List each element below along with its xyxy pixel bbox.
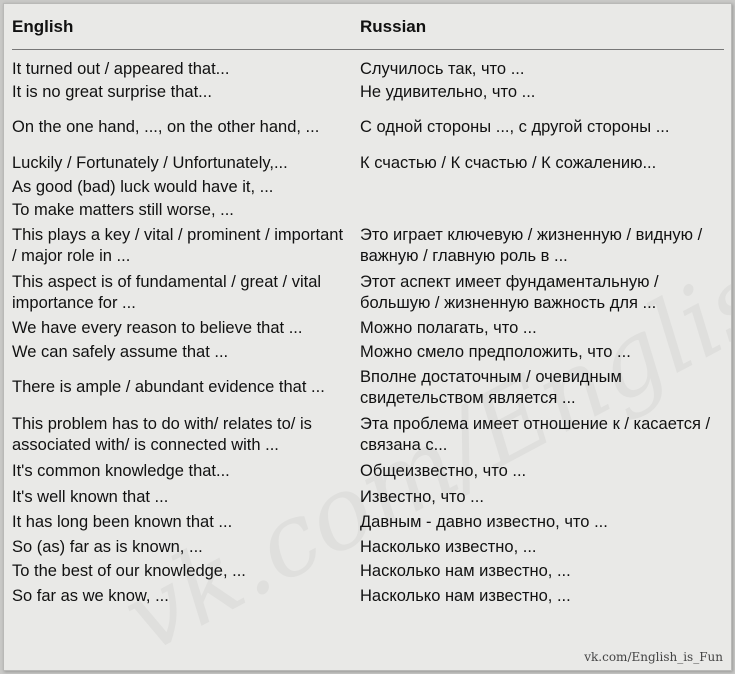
- source-credit: vk.com/English_is_Fun: [584, 650, 723, 664]
- russian-phrase: Давным - давно известно, что ...: [360, 513, 608, 532]
- russian-phrase: Эта проблема имеет отношение к / касается / связана с...: [360, 414, 711, 454]
- english-phrase: So far as we know, ...: [12, 586, 169, 605]
- russian-phrase: Это играет ключевую / жизненную / видную / важную / главную роль в ...: [360, 225, 703, 265]
- english-phrase: To make matters still worse, ...: [12, 201, 234, 220]
- russian-phrase: С одной стороны ..., с другой стороны ...: [360, 118, 670, 137]
- russian-phrase: Можно смело предположить, что ...: [360, 343, 631, 362]
- english-phrase: So (as) far as is known, ...: [12, 537, 203, 556]
- english-phrase: We can safely assume that ...: [12, 343, 229, 362]
- russian-phrase: [360, 176, 720, 199]
- russian-phrase: Известно, что ...: [360, 487, 484, 506]
- table-row: [4, 222, 731, 269]
- english-phrase: It has long been known that ...: [12, 513, 233, 532]
- table-row: [4, 535, 731, 559]
- header-divider: [12, 49, 724, 50]
- phrase-table: [3, 3, 732, 671]
- russian-phrase: Насколько известно, ...: [360, 537, 537, 556]
- table-row: [4, 58, 731, 81]
- russian-phrase: К счастью / К счастью / К сожалению...: [360, 154, 657, 173]
- russian-phrase: Общеизвестно, что ...: [360, 461, 527, 480]
- russian-phrase: Насколько нам известно, ...: [360, 562, 571, 581]
- russian-phrase: Не удивительно, что ...: [360, 83, 536, 102]
- english-phrase: We have every reason to believe that ...: [12, 319, 303, 338]
- english-phrase: It's well known that ...: [12, 487, 169, 506]
- header-russian: Russian: [360, 17, 427, 36]
- header-english: English: [12, 17, 74, 36]
- table-row: [4, 269, 731, 316]
- russian-phrase: Насколько нам известно, ...: [360, 586, 571, 605]
- russian-phrase: [360, 199, 720, 222]
- table-row: [4, 559, 731, 584]
- russian-phrase: Можно полагать, что ...: [360, 319, 537, 338]
- table-row: [4, 484, 731, 510]
- table-row: [4, 341, 731, 364]
- english-phrase: There is ample / abundant evidence that ...: [12, 378, 325, 397]
- table-row: [4, 151, 731, 176]
- table-row: [4, 104, 731, 151]
- english-phrase: This aspect is of fundamental / great / vital importance for ...: [12, 272, 322, 312]
- table-row: [4, 510, 731, 535]
- english-phrase: As good (bad) luck would have it, ...: [12, 178, 274, 197]
- russian-phrase: Случилось так, что ...: [360, 60, 525, 79]
- english-phrase: To the best of our knowledge, ...: [12, 562, 246, 581]
- english-phrase: It's common knowledge that...: [12, 461, 230, 480]
- table-row: [4, 364, 731, 411]
- russian-phrase: Этот аспект имеет фундаментальную / большую / жизненную важность для ...: [360, 272, 659, 312]
- table-row: [4, 199, 731, 222]
- table-row: [4, 458, 731, 484]
- english-phrase: This problem has to do with/ relates to/ is associated with/ is connected with ...: [12, 414, 312, 454]
- table-row: [4, 411, 731, 458]
- table-row: [4, 584, 731, 608]
- english-phrase: This plays a key / vital / prominent / important / major role in ...: [12, 225, 344, 265]
- english-phrase: Luckily / Fortunately / Unfortunately,...: [12, 154, 288, 173]
- russian-phrase: Вполне достаточным / очевидным свидетельством является ...: [360, 367, 622, 407]
- table-row: [4, 176, 731, 199]
- english-phrase: It turned out / appeared that...: [12, 60, 230, 79]
- table-body: [4, 58, 731, 608]
- table-row: [4, 81, 731, 104]
- english-phrase: It is no great surprise that...: [12, 83, 212, 102]
- english-phrase: On the one hand, ..., on the other hand, ...: [12, 118, 320, 137]
- table-row: [4, 316, 731, 341]
